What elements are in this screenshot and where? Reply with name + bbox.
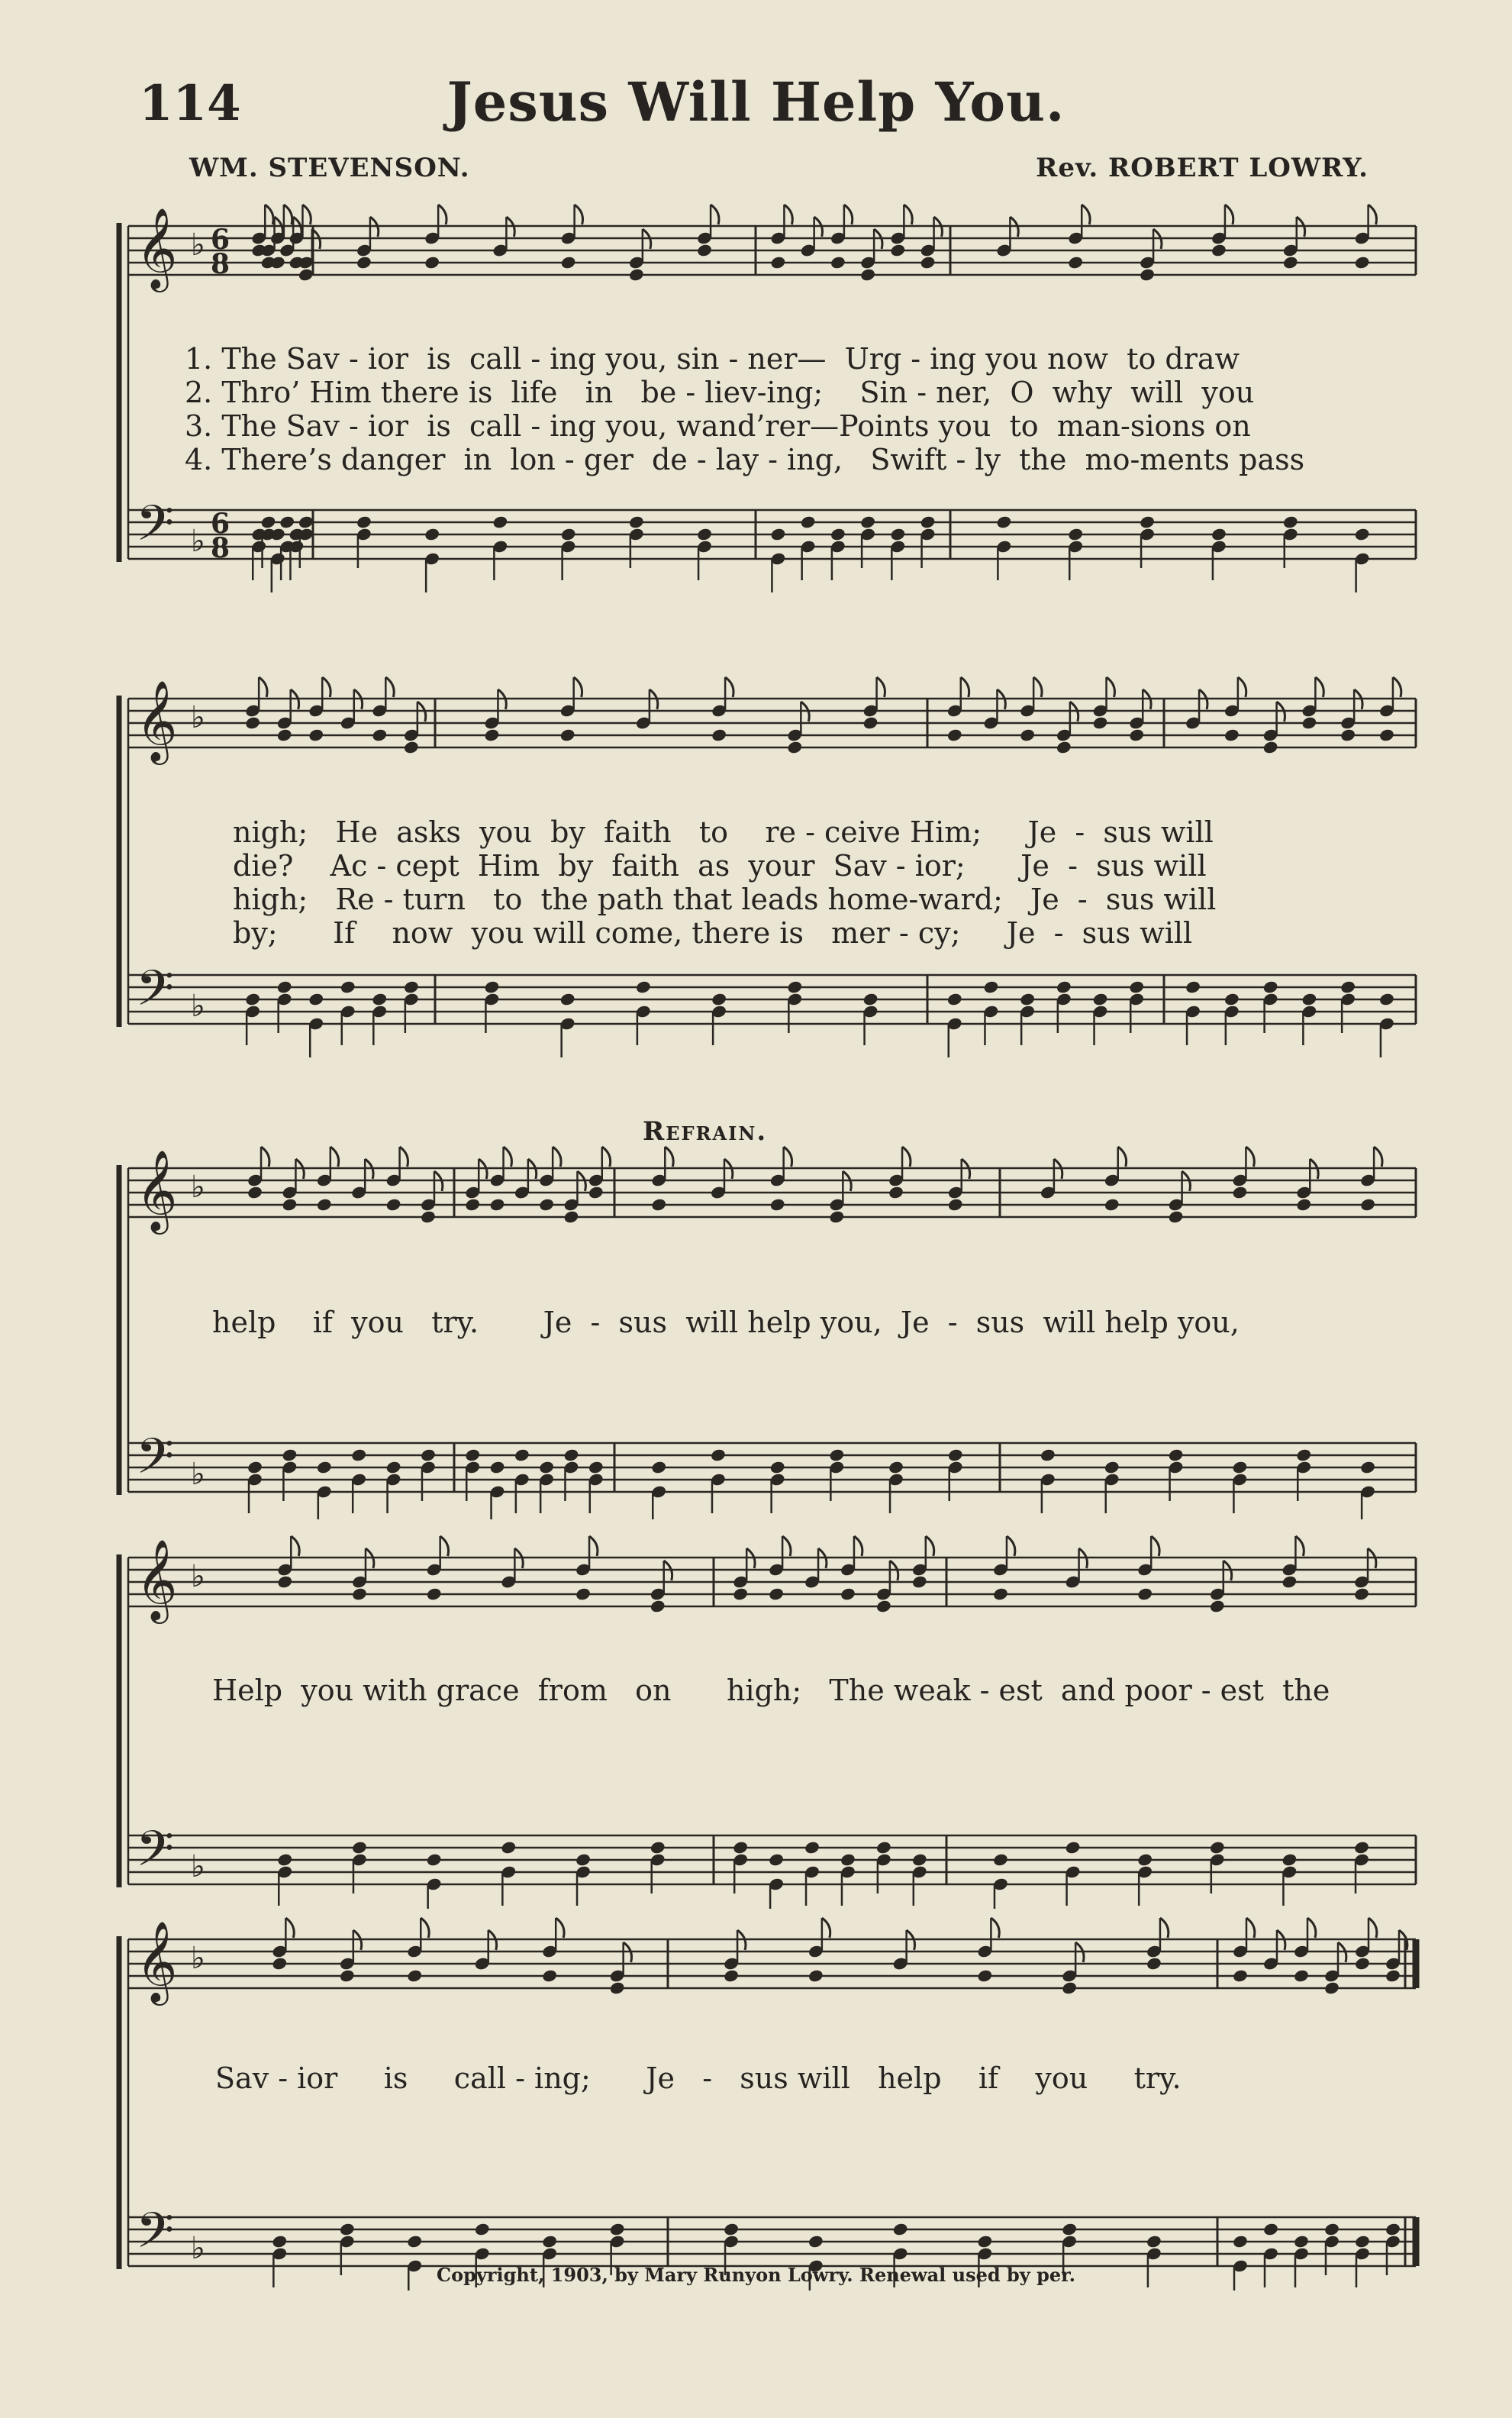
note-head — [1353, 1587, 1370, 1601]
note-head — [1385, 2222, 1401, 2236]
note-head — [1067, 527, 1084, 541]
note-head — [635, 980, 652, 994]
note-flag — [421, 1918, 429, 1938]
note-flag — [322, 677, 330, 697]
note-head — [464, 1448, 481, 1462]
note-head — [351, 1587, 368, 1601]
note-flag — [330, 1147, 339, 1167]
note-head — [1128, 980, 1145, 994]
note-head — [1340, 728, 1356, 742]
note-head — [500, 1840, 517, 1855]
note-flag — [1374, 1147, 1382, 1167]
note-head — [1067, 255, 1084, 270]
note-head — [1301, 715, 1318, 730]
flat-icon: ♭ — [191, 1941, 205, 1976]
note-head — [276, 728, 293, 742]
note-head — [308, 728, 324, 742]
note-head — [371, 728, 388, 742]
note-head — [1232, 1968, 1249, 1983]
note-head — [859, 267, 876, 282]
note-head — [1281, 1574, 1298, 1589]
note-head — [786, 980, 803, 994]
note-head — [609, 2222, 626, 2236]
note-head — [1211, 527, 1227, 541]
note-flag — [1295, 1536, 1304, 1556]
flat-icon: ♭ — [191, 2231, 205, 2266]
note-head — [1323, 1981, 1340, 1995]
note-head — [1385, 1968, 1401, 1983]
note-flag — [265, 205, 273, 224]
note-head — [560, 527, 577, 541]
note-flag — [961, 677, 969, 697]
note-head — [1323, 2222, 1340, 2236]
note-head — [1168, 1209, 1185, 1224]
note-head — [1092, 992, 1109, 1006]
note-head — [875, 1599, 892, 1613]
note-head — [541, 2234, 558, 2249]
note-head — [339, 1968, 356, 1983]
bass-clef-icon: 𝄢 — [136, 1821, 175, 1890]
note-flag — [400, 1147, 408, 1167]
note-head — [650, 1460, 667, 1474]
note-head — [977, 2234, 994, 2249]
note-head — [1019, 728, 1036, 742]
note-head — [946, 728, 963, 742]
note-flag — [284, 205, 292, 224]
note-head — [560, 255, 577, 270]
note-flag — [385, 677, 394, 697]
refrain-line-2: Help you with grace from on high; The weak - est and poor - est the — [212, 1674, 1330, 1707]
treble-clef-icon: 𝄞 — [136, 680, 178, 761]
note-head — [800, 515, 817, 529]
note-flag — [1107, 677, 1115, 697]
note-head — [840, 1587, 856, 1601]
treble-clef-icon: 𝄞 — [136, 1920, 178, 2002]
note-head — [356, 515, 372, 529]
note-head — [260, 515, 277, 529]
treble-clef-icon: 𝄞 — [136, 1538, 178, 1620]
note-head — [911, 1852, 928, 1867]
note-head — [1185, 980, 1201, 994]
note-flag — [665, 1147, 673, 1167]
note-flag — [1307, 1918, 1316, 1938]
note-head — [1139, 267, 1156, 282]
note-flag — [285, 1918, 294, 1938]
stanza-2-line-1: 2. Thro’ Him there is life in be - liev-ing; Sin - ner, O why will you — [185, 376, 1255, 409]
note-head — [947, 1197, 964, 1212]
note-head — [888, 1185, 904, 1199]
note-head — [514, 1448, 530, 1462]
note-head — [1146, 1956, 1162, 1971]
note-head — [1104, 1460, 1120, 1474]
flat-icon: ♭ — [191, 228, 205, 263]
note-head — [426, 1587, 443, 1601]
note-head — [1146, 2234, 1162, 2249]
note-head — [920, 255, 937, 270]
stanza-3-line-2: high; Re - turn to the path that leads home-ward; Je - sus will — [233, 883, 1217, 916]
note-head — [541, 1968, 558, 1983]
note-head — [559, 992, 576, 1006]
stanza-4-line-2: by; If now you will come, there is mer - cy; Je - sus will — [233, 916, 1193, 950]
note-flag — [844, 205, 853, 224]
note-flag — [1160, 1918, 1169, 1938]
note-head — [424, 527, 440, 541]
note-head — [946, 992, 963, 1006]
note-head — [588, 1460, 604, 1474]
note-flag — [782, 1536, 791, 1556]
note-head — [269, 255, 286, 270]
note-head — [1295, 1197, 1312, 1212]
note-head — [828, 1209, 845, 1224]
note-head — [279, 515, 295, 529]
note-head — [247, 1460, 263, 1474]
note-head — [351, 1840, 368, 1855]
treble-staff — [128, 1939, 1416, 1988]
note-head — [340, 980, 356, 994]
note-head — [484, 728, 501, 742]
note-flag — [1007, 1536, 1015, 1556]
stanza-2-line-2: die? Ac - cept Him by faith as your Sav - ior; Je - sus will — [233, 849, 1207, 883]
note-head — [1223, 992, 1240, 1006]
stanza-4-line-1: 4. There’s danger in lon - ger de - lay - ing, Swift - ly the mo-ments pass — [185, 443, 1305, 476]
note-flag — [991, 1918, 999, 1938]
note-flag — [440, 1536, 449, 1556]
bass-clef-icon: 𝄢 — [136, 960, 175, 1029]
note-head — [769, 1197, 786, 1212]
note-head — [282, 1448, 298, 1462]
note-head — [723, 2222, 740, 2236]
note-head — [563, 1448, 580, 1462]
note-flag — [1393, 677, 1401, 697]
note-head — [911, 1574, 928, 1589]
note-flag — [711, 205, 719, 224]
note-head — [770, 255, 787, 270]
note-head — [350, 1448, 367, 1462]
note-head — [1262, 2222, 1279, 2236]
bass-clef-icon: 𝄢 — [136, 2203, 175, 2271]
note-head — [385, 1197, 402, 1212]
note-head — [489, 1197, 506, 1212]
note-flag — [902, 1147, 911, 1167]
note-head — [298, 267, 314, 282]
note-head — [711, 728, 727, 742]
note-flag — [574, 677, 582, 697]
note-head — [710, 1448, 727, 1462]
note-head — [406, 1968, 423, 1983]
note-head — [1056, 740, 1072, 754]
note-flag — [854, 1536, 862, 1556]
note-head — [840, 1852, 856, 1867]
note-head — [1354, 527, 1371, 541]
note-head — [538, 1460, 555, 1474]
copyright-notice: Copyright, 1903, by Mary Runyon Lowry. Renewal used by per. — [437, 2264, 1075, 2286]
note-head — [308, 992, 324, 1006]
note-head — [1340, 980, 1356, 994]
time-signature-bottom: 8 — [211, 248, 231, 280]
time-signature-top: 6 — [211, 508, 231, 540]
music-system-4 — [0, 1527, 1512, 1909]
note-flag — [1315, 677, 1323, 697]
note-head — [276, 1852, 293, 1867]
note-head — [1092, 715, 1109, 730]
note-head — [271, 1956, 288, 1971]
note-flag — [1246, 1147, 1254, 1167]
note-head — [628, 515, 645, 529]
note-flag — [1246, 1918, 1255, 1938]
note-flag — [291, 1536, 299, 1556]
note-head — [339, 2222, 356, 2236]
note-head — [983, 980, 1000, 994]
note-head — [859, 515, 876, 529]
flat-icon: ♭ — [191, 1170, 205, 1205]
bass-staff — [128, 2217, 1416, 2266]
flat-icon: ♭ — [191, 1559, 205, 1594]
note-head — [1262, 980, 1279, 994]
hymn-title: Jesus Will Help You. — [447, 70, 1065, 134]
note-head — [484, 980, 501, 994]
note-flag — [556, 1918, 564, 1938]
note-head — [1262, 740, 1279, 754]
time-signature-top: 6 — [211, 224, 231, 256]
hymn-number: 114 — [139, 75, 241, 132]
note-head — [628, 267, 645, 282]
note-head — [786, 740, 803, 754]
note-head — [371, 992, 388, 1006]
note-head — [696, 243, 713, 257]
note-head — [538, 1197, 555, 1212]
note-head — [1354, 1956, 1371, 1971]
flat-icon: ♭ — [191, 700, 205, 735]
note-head — [563, 1209, 580, 1224]
note-flag — [553, 1147, 561, 1167]
note-head — [1040, 1448, 1056, 1462]
note-head — [559, 728, 576, 742]
note-head — [276, 1574, 293, 1589]
note-head — [828, 1448, 845, 1462]
note-head — [244, 992, 261, 1006]
refrain-label: Refrain. — [643, 1116, 768, 1147]
note-head — [947, 1448, 964, 1462]
note-head — [1282, 515, 1299, 529]
note-head — [271, 2234, 288, 2249]
note-head — [830, 527, 846, 541]
note-head — [406, 2234, 423, 2249]
note-flag — [504, 1147, 512, 1167]
note-head — [575, 1852, 592, 1867]
stanza-1-line-1: 1. The Sav - ior is call - ing you, sin - ner— Urg - ing you now to draw — [185, 342, 1240, 376]
note-head — [282, 1197, 298, 1212]
note-head — [1295, 1448, 1312, 1462]
note-head — [1378, 728, 1395, 742]
note-flag — [575, 205, 583, 224]
note-head — [889, 243, 906, 257]
note-head — [247, 1185, 263, 1199]
note-flag — [1238, 677, 1246, 697]
refrain-line-3: Sav - ior is call - ing; Je - sus will help if you try. — [215, 2061, 1182, 2095]
note-head — [316, 1460, 333, 1474]
note-flag — [1033, 677, 1042, 697]
note-head — [723, 1968, 740, 1983]
note-flag — [784, 205, 792, 224]
note-head — [269, 527, 286, 541]
note-head — [424, 255, 440, 270]
note-head — [996, 515, 1013, 529]
note-head — [1061, 2222, 1078, 2236]
note-head — [808, 1968, 824, 1983]
note-head — [650, 1197, 667, 1212]
note-head — [489, 1460, 506, 1474]
note-head — [1293, 2234, 1310, 2249]
note-head — [1104, 1197, 1120, 1212]
note-head — [1211, 243, 1227, 257]
note-head — [588, 1185, 604, 1199]
note-head — [804, 1840, 820, 1855]
note-head — [977, 1968, 994, 1983]
flat-icon: ♭ — [191, 1457, 205, 1492]
note-flag — [438, 205, 447, 224]
note-head — [474, 2222, 491, 2236]
note-head — [808, 2234, 824, 2249]
note-head — [1293, 1968, 1310, 1983]
note-head — [696, 527, 713, 541]
note-flag — [784, 1147, 792, 1167]
note-flag — [259, 677, 267, 697]
note-head — [1209, 1599, 1226, 1613]
note-flag — [877, 677, 885, 697]
note-head — [403, 980, 420, 994]
treble-clef-icon: 𝄞 — [136, 207, 178, 289]
note-head — [1232, 1460, 1249, 1474]
note-head — [1281, 1852, 1298, 1867]
time-signature-bottom: 8 — [211, 532, 231, 564]
note-head — [992, 1852, 1009, 1867]
note-head — [1378, 992, 1395, 1006]
note-head — [770, 527, 787, 541]
note-flag — [904, 205, 912, 224]
note-head — [769, 1460, 786, 1474]
note-flag — [926, 1536, 934, 1556]
note-head — [244, 715, 261, 730]
note-head — [1168, 1448, 1185, 1462]
note-head — [892, 2222, 909, 2236]
note-head — [385, 1460, 402, 1474]
note-head — [1136, 1587, 1153, 1601]
note-head — [711, 992, 727, 1006]
note-head — [830, 255, 846, 270]
note-head — [420, 1209, 437, 1224]
note-head — [1019, 992, 1036, 1006]
note-head — [464, 1197, 481, 1212]
note-head — [1128, 728, 1145, 742]
note-head — [609, 1981, 626, 1995]
note-head — [276, 980, 293, 994]
note-flag — [261, 1147, 269, 1167]
note-flag — [1369, 1918, 1377, 1938]
note-head — [1232, 2234, 1249, 2249]
note-head — [732, 1587, 749, 1601]
stanza-3-line-1: 3. The Sav - ior is call - ing you, wand’rer—Points you to man-sions on — [185, 409, 1251, 443]
note-head — [1232, 1185, 1249, 1199]
note-head — [862, 715, 879, 730]
note-head — [889, 527, 906, 541]
note-head — [732, 1840, 749, 1855]
bass-clef-icon: 𝄢 — [136, 496, 175, 564]
note-head — [768, 1587, 785, 1601]
note-head — [575, 1587, 592, 1601]
note-head — [1359, 1197, 1376, 1212]
note-flag — [1082, 205, 1090, 224]
note-head — [875, 1840, 892, 1855]
treble-clef-icon: 𝄞 — [136, 1149, 178, 1231]
music-system-5 — [0, 1909, 1512, 2290]
note-head — [1353, 1840, 1370, 1855]
note-head — [1223, 728, 1240, 742]
note-head — [1065, 1840, 1082, 1855]
note-head — [1056, 980, 1072, 994]
note-head — [1359, 1460, 1376, 1474]
refrain-line-1: help if you try. Je - sus will help you, Je - sus will help you, — [212, 1306, 1240, 1339]
note-head — [316, 1197, 333, 1212]
note-head — [426, 1852, 443, 1867]
note-flag — [602, 1147, 611, 1167]
note-flag — [822, 1918, 830, 1938]
note-head — [403, 740, 420, 754]
note-head — [992, 1587, 1009, 1601]
note-flag — [725, 677, 733, 697]
note-head — [1354, 255, 1371, 270]
note-head — [768, 1852, 785, 1867]
note-head — [1061, 1981, 1078, 1995]
note-head — [1354, 2234, 1371, 2249]
note-head — [650, 1599, 666, 1613]
note-head — [1139, 515, 1156, 529]
note-head — [420, 1448, 437, 1462]
note-flag — [1118, 1147, 1127, 1167]
note-head — [356, 255, 372, 270]
flat-icon: ♭ — [191, 1849, 205, 1884]
note-head — [1136, 1852, 1153, 1867]
note-head — [862, 992, 879, 1006]
note-flag — [589, 1536, 598, 1556]
stanza-1-line-2: nigh; He asks you by faith to re - ceive Him; Je - sus will — [233, 815, 1214, 849]
note-head — [298, 515, 314, 529]
note-flag — [1369, 205, 1377, 224]
flat-icon: ♭ — [191, 989, 205, 1024]
flat-icon: ♭ — [191, 524, 205, 559]
note-flag — [1151, 1536, 1159, 1556]
bass-clef-icon: 𝄢 — [136, 1429, 175, 1497]
composer-credit: Rev. ROBERT LOWRY. — [1036, 153, 1369, 183]
lyricist-credit: WM. STEVENSON. — [189, 153, 470, 183]
note-head — [1282, 255, 1299, 270]
note-head — [888, 1460, 904, 1474]
note-flag — [1225, 205, 1233, 224]
note-head — [1209, 1840, 1226, 1855]
note-head — [650, 1840, 666, 1855]
note-head — [492, 515, 509, 529]
note-head — [920, 515, 937, 529]
note-flag — [302, 205, 311, 224]
note-head — [1301, 992, 1318, 1006]
